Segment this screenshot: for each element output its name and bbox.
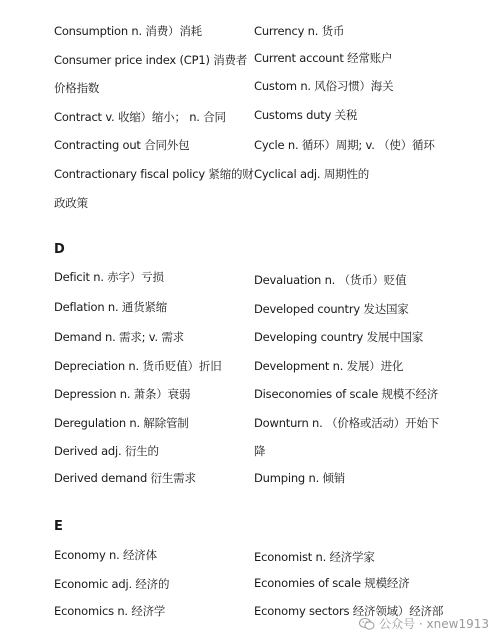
term-developing-country: Developing country 发展中国家 — [254, 330, 424, 344]
term-economy-sectors: Economy sectors 经济领域）经济部 — [254, 604, 444, 618]
term-consumer-price-index-cont: 价格指数 — [54, 81, 100, 95]
term-developed-country: Developed country 发达国家 — [254, 302, 409, 316]
term-economist: Economist n. 经济学家 — [254, 550, 375, 564]
term-depreciation: Depreciation n. 货币贬值）折旧 — [54, 359, 222, 373]
term-development: Development n. 发展）进化 — [254, 359, 404, 373]
section-heading-d: D — [54, 242, 65, 257]
watermark-text: 公众号 · xnew1913 — [379, 617, 489, 631]
term-currency: Currency n. 货币 — [254, 24, 345, 38]
term-economic: Economic adj. 经济的 — [54, 577, 170, 591]
term-downturn: Downturn n. （价格或活动）开始下 — [254, 416, 440, 430]
term-cycle: Cycle n. 循环）周期; v. （使）循环 — [254, 138, 435, 152]
term-economies-of-scale: Economies of scale 规模经济 — [254, 576, 410, 590]
term-consumer-price-index: Consumer price index (CP1) 消费者 — [54, 53, 248, 67]
term-contract: Contract v. 收缩）缩小； n. 合同 — [54, 110, 226, 124]
term-contractionary-fiscal-policy-cont: 政政策 — [54, 196, 88, 210]
term-economy: Economy n. 经济体 — [54, 548, 157, 562]
term-derived: Derived adj. 衍生的 — [54, 444, 159, 458]
term-deflation: Deflation n. 通货紧缩 — [54, 300, 168, 314]
term-cyclical: Cyclical adj. 周期性的 — [254, 167, 370, 181]
wechat-icon — [359, 617, 375, 631]
term-contractionary-fiscal-policy: Contractionary fiscal policy 紧缩的财 — [54, 167, 254, 181]
term-economics: Economics n. 经济学 — [54, 604, 166, 618]
term-deficit: Deficit n. 赤字）亏损 — [54, 270, 164, 284]
term-contracting-out: Contracting out 合同外包 — [54, 138, 190, 152]
term-downturn-cont: 降 — [254, 444, 266, 458]
term-derived-demand: Derived demand 衍生需求 — [54, 471, 196, 485]
term-custom: Custom n. 风俗习惯）海关 — [254, 79, 394, 93]
term-current-account: Current account 经常账户 — [254, 51, 393, 65]
term-depression: Depression n. 萧条）衰弱 — [54, 387, 191, 401]
term-consumption: Consumption n. 消费）消耗 — [54, 24, 202, 38]
section-heading-e: E — [54, 519, 63, 534]
watermark — [359, 615, 489, 632]
term-devaluation: Devaluation n. （货币）贬值 — [254, 273, 407, 287]
term-customs-duty: Customs duty 关税 — [254, 108, 358, 122]
term-dumping: Dumping n. 倾销 — [254, 471, 346, 485]
term-diseconomies-of-scale: Diseconomies of scale 规模不经济 — [254, 387, 439, 401]
term-demand: Demand n. 需求; v. 需求 — [54, 330, 184, 344]
term-deregulation: Deregulation n. 解除管制 — [54, 416, 189, 430]
